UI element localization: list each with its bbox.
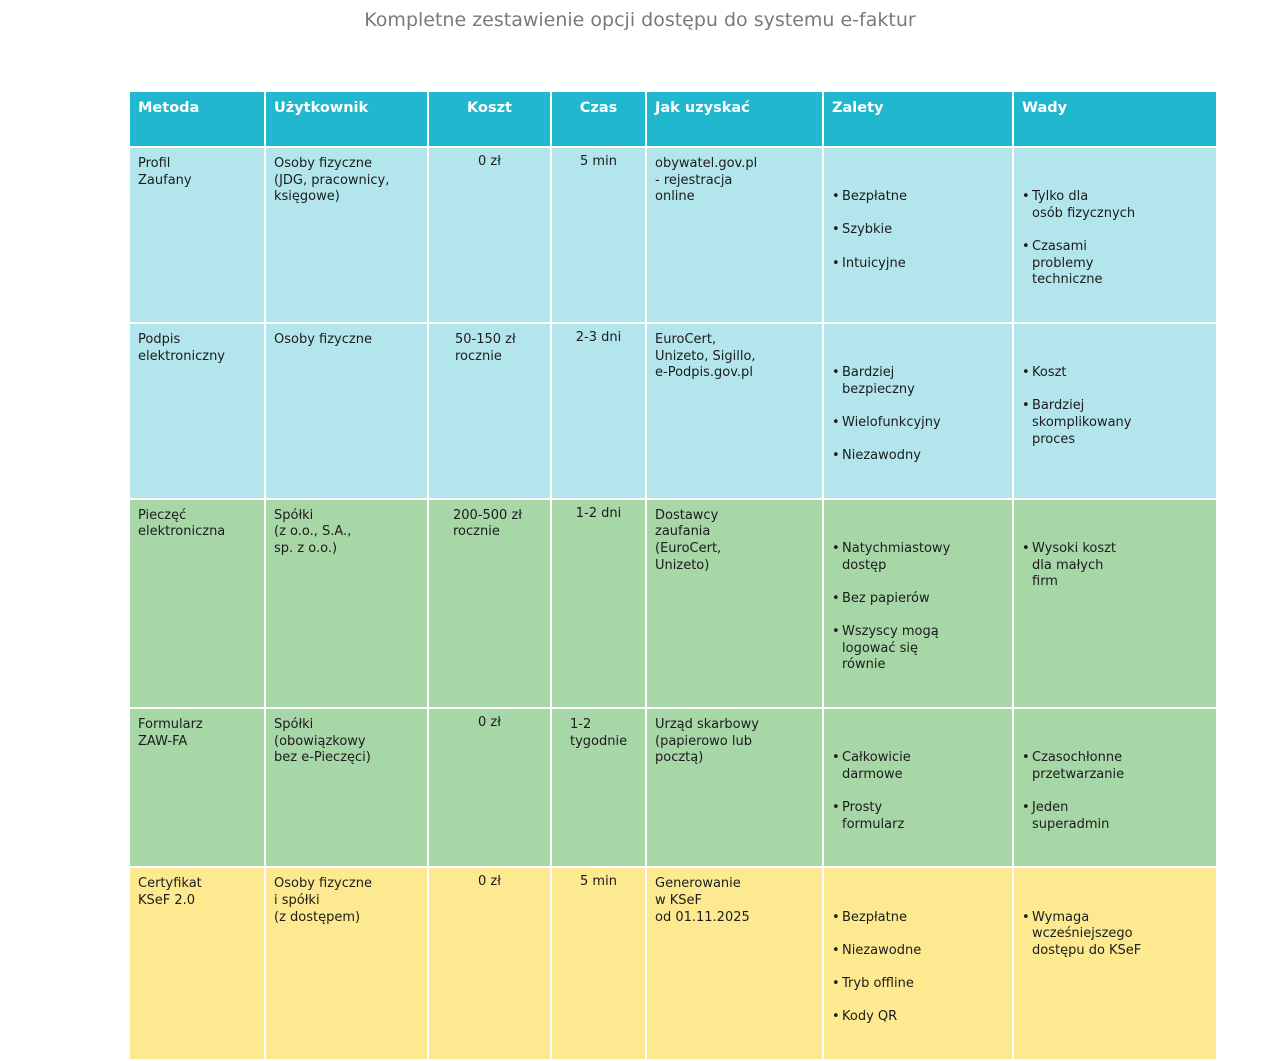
header-czas: Czas xyxy=(551,91,646,147)
wady-list xyxy=(1022,349,1216,465)
cell-zalety xyxy=(823,499,1013,708)
list-item: • Tryb offline xyxy=(832,976,1012,993)
cell-wady xyxy=(1013,147,1217,323)
cell-zalety xyxy=(823,708,1013,867)
list-item: • Bardziej bezpieczny xyxy=(832,365,1012,398)
cell-wady xyxy=(1013,323,1217,499)
list-item: • Szybkie xyxy=(832,222,1012,239)
cell-metoda: Formularz ZAW-FA xyxy=(129,708,265,867)
cell-czas: 5 min xyxy=(551,147,646,323)
cell-metoda: Podpis elektroniczny xyxy=(129,323,265,499)
cell-wady xyxy=(1013,499,1217,708)
cell-uzytkownik: Osoby fizyczne (JDG, pracownicy, księgowe) xyxy=(265,147,428,323)
list-item: • Czasochłonne przetwarzanie xyxy=(1022,750,1216,783)
table-row xyxy=(129,867,1217,1060)
header-koszt: Koszt xyxy=(428,91,551,147)
cell-wady xyxy=(1013,867,1217,1060)
list-item: • Bardziej skomplikowany proces xyxy=(1022,398,1216,448)
zalety-list xyxy=(832,524,1012,690)
cell-czas: 5 min xyxy=(551,867,646,1060)
table-row xyxy=(129,708,1217,867)
cell-zalety xyxy=(823,147,1013,323)
cell-jak-uzyskac: Dostawcy zaufania (EuroCert, Unizeto) xyxy=(646,499,823,708)
comparison-table xyxy=(128,90,1218,1061)
table-row xyxy=(129,147,1217,323)
list-item: • Niezawodne xyxy=(832,943,1012,960)
header-uzytkownik: Użytkownik xyxy=(265,91,428,147)
wady-list xyxy=(1022,734,1216,850)
comparison-table-wrapper xyxy=(128,90,1216,1025)
list-item: • Wielofunkcyjny xyxy=(832,415,1012,432)
list-item: • Bezpłatne xyxy=(832,189,1012,206)
cell-jak-uzyskac: EuroCert, Unizeto, Sigillo, e-Podpis.gov.pl xyxy=(646,323,823,499)
table-row xyxy=(129,499,1217,708)
wady-list xyxy=(1022,524,1216,607)
cell-metoda: Certyfikat KSeF 2.0 xyxy=(129,867,265,1060)
list-item: • Natychmiastowy dostęp xyxy=(832,541,1012,574)
wady-list xyxy=(1022,893,1216,976)
list-item: • Niezawodny xyxy=(832,448,1012,465)
list-item: • Bez papierów xyxy=(832,591,1012,608)
cell-uzytkownik: Osoby fizyczne i spółki (z dostępem) xyxy=(265,867,428,1060)
list-item: • Koszt xyxy=(1022,365,1216,382)
cell-koszt: 200-500 zł rocznie xyxy=(428,499,551,708)
list-item: • Całkowicie darmowe xyxy=(832,750,1012,783)
list-item: • Intuicyjne xyxy=(832,256,1012,273)
cell-jak-uzyskac: obywatel.gov.pl - rejestracja online xyxy=(646,147,823,323)
header-jak-uzyskac: Jak uzyskać xyxy=(646,91,823,147)
cell-czas: 1-2 dni xyxy=(551,499,646,708)
list-item: • Kody QR xyxy=(832,1009,1012,1026)
list-item: • Wysoki koszt dla małych firm xyxy=(1022,541,1216,591)
cell-koszt: 50-150 zł rocznie xyxy=(428,323,551,499)
cell-metoda: Profil Zaufany xyxy=(129,147,265,323)
list-item: • Bezpłatne xyxy=(832,910,1012,927)
cell-metoda: Pieczęć elektroniczna xyxy=(129,499,265,708)
cell-koszt: 0 zł xyxy=(428,147,551,323)
cell-uzytkownik: Spółki (obowiązkowy bez e-Pieczęci) xyxy=(265,708,428,867)
header-wady: Wady xyxy=(1013,91,1217,147)
list-item: • Czasami problemy techniczne xyxy=(1022,239,1216,289)
cell-zalety xyxy=(823,323,1013,499)
zalety-list xyxy=(832,349,1012,482)
list-item: • Wymaga wcześniejszego dostępu do KSeF xyxy=(1022,910,1216,960)
list-item: • Jeden superadmin xyxy=(1022,800,1216,833)
cell-koszt: 0 zł xyxy=(428,867,551,1060)
zalety-list xyxy=(832,734,1012,850)
header-metoda: Metoda xyxy=(129,91,265,147)
list-item: • Wszyscy mogą logować się równie xyxy=(832,624,1012,674)
cell-jak-uzyskac: Generowanie w KSeF od 01.11.2025 xyxy=(646,867,823,1060)
cell-jak-uzyskac: Urząd skarbowy (papierowo lub pocztą) xyxy=(646,708,823,867)
list-item: • Tylko dla osób fizycznych xyxy=(1022,189,1216,222)
zalety-list xyxy=(832,893,1012,1042)
cell-wady xyxy=(1013,708,1217,867)
list-item: • Prosty formularz xyxy=(832,800,1012,833)
wady-list xyxy=(1022,173,1216,306)
table-header-row xyxy=(129,91,1217,147)
cell-czas: 2-3 dni xyxy=(551,323,646,499)
cell-uzytkownik: Osoby fizyczne xyxy=(265,323,428,499)
cell-zalety xyxy=(823,867,1013,1060)
zalety-list xyxy=(832,173,1012,289)
cell-czas: 1-2 tygodnie xyxy=(551,708,646,867)
header-zalety: Zalety xyxy=(823,91,1013,147)
cell-uzytkownik: Spółki (z o.o., S.A., sp. z o.o.) xyxy=(265,499,428,708)
page-title: Kompletne zestawienie opcji dostępu do systemu e-faktur xyxy=(364,9,916,31)
table-row xyxy=(129,323,1217,499)
cell-koszt: 0 zł xyxy=(428,708,551,867)
